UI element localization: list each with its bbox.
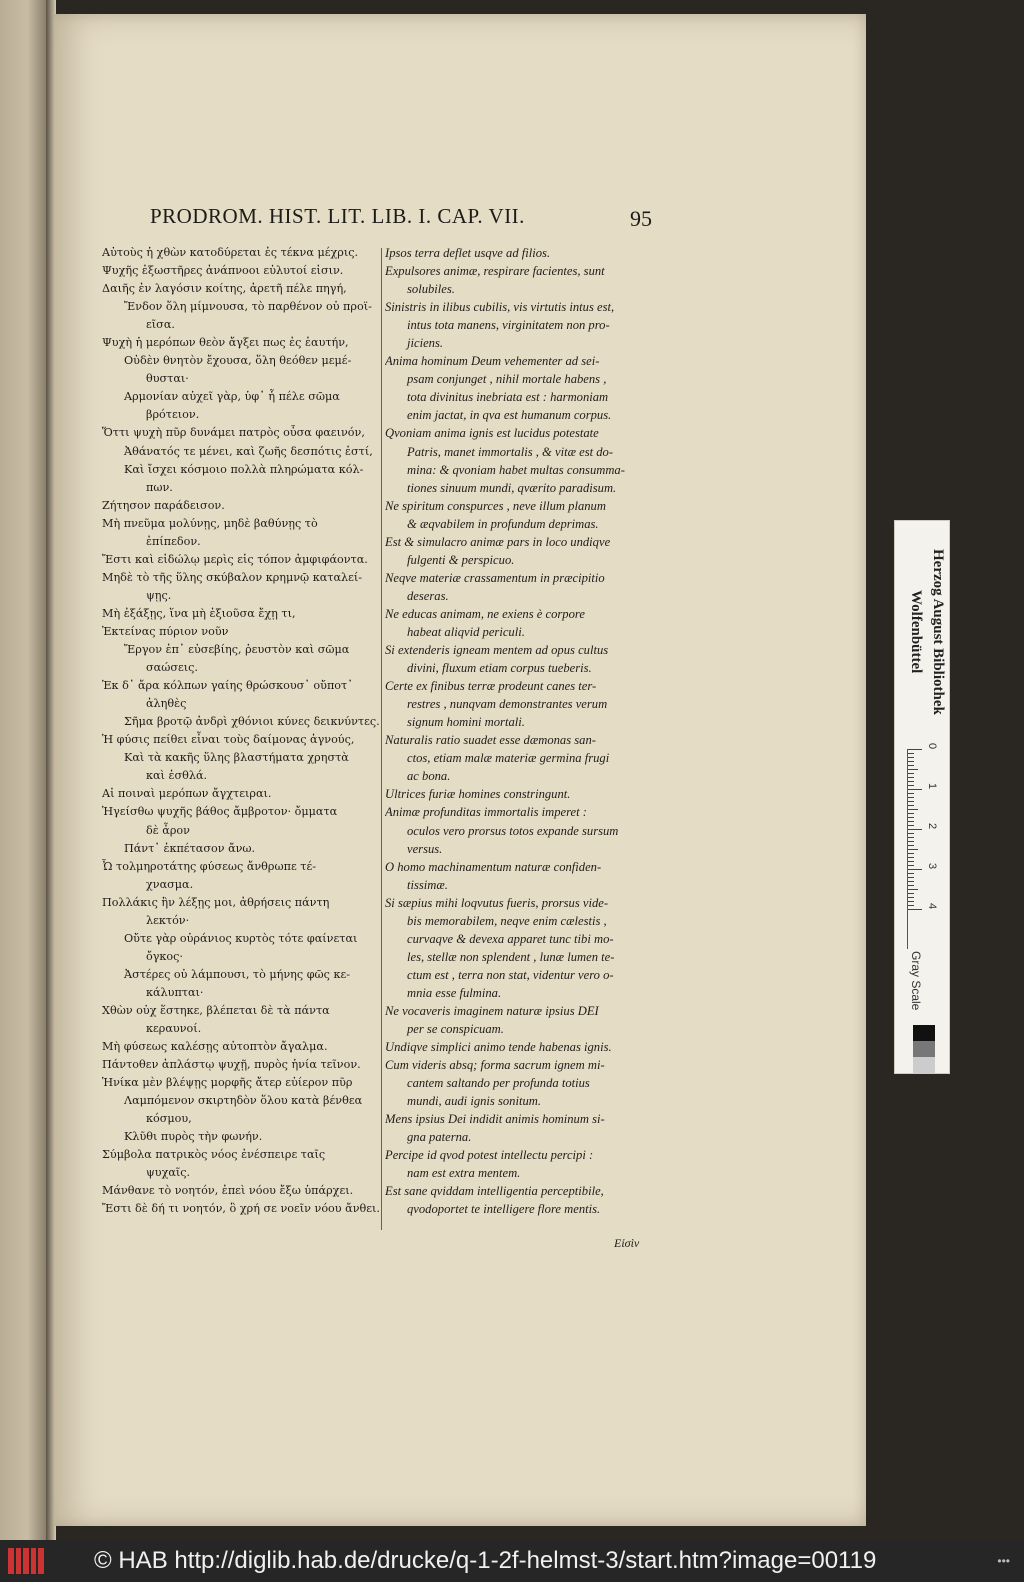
text-line: deseras. [407,588,449,603]
text-line: σαώσεις. [146,661,198,675]
text-line: Ne educas animam, ne exiens è corpore [385,606,585,621]
text-line: Naturalis ratio suadet esse dæmonas san- [385,733,596,748]
text-line: Ἔργον ἐπ᾽ εὐσεβίης, ῥευστὸν καὶ σῶμα [124,643,350,657]
text-line: καὶ ἐσθλά. [146,769,208,783]
ruler-tick [908,889,918,890]
ruler-tick [908,753,914,754]
text-line: fulgenti & perspicuo. [407,552,515,567]
text-line: πων. [146,480,173,494]
text-line: ctum est , terra non stat, videntur vero o- [407,967,614,982]
footer-url-text[interactable]: © HAB http://diglib.hab.de/drucke/q-1-2f-helmst-3/start.htm?image=00119 [94,1547,877,1574]
ruler-tick [908,849,918,850]
text-line: Μὴ πνεῦμα μολύνῃς, μηδὲ βαθύνῃς τὸ [102,516,318,530]
text-line: divini, fluxum etiam corpus tueberis. [407,661,592,676]
text-line: Ultrices furiæ homines constringunt. [385,787,571,802]
ruler-tick [908,869,922,870]
ruler-tick [908,773,914,774]
text-line: Ne vocaveris imaginem naturæ ipsius DEI [385,1003,599,1018]
text-line: ἀληθὲς [146,697,187,711]
text-line: Πολλάκις ἢν λέξῃς μοι, ἀθρήσεις πάντη [102,895,330,909]
text-line: Ἔνδον ὅλη μίμνουσα, τὸ παρθένον οὐ προϊ- [124,300,372,314]
text-line: ctos, etiam malæ materiæ germina frugi [407,751,610,766]
text-line: versus. [407,841,443,856]
text-line: mnia esse fulmina. [407,985,502,1000]
text-line: Est & simulacro animæ pars in loco undiqve [385,534,611,549]
text-line: Ἡνίκα μὲν βλέψῃς μορφῆς ἄτερ εὐίερον πῦρ [102,1076,353,1090]
ruler-tick [908,809,918,810]
text-line: mina: & qvoniam habet multas consumma- [407,462,625,477]
text-line: Μηδὲ τὸ τῆς ὕλης σκύβαλον κρημνῷ καταλεί- [102,570,363,584]
ruler-tick [908,861,914,862]
text-line: jiciens. [407,336,444,351]
text-line: Sinistris in ilibus cubilis, vis virtutis intus est, [385,300,615,315]
previous-page-edge [0,0,46,1540]
ruler-tick [908,797,914,798]
text-line: Μάνθανε τὸ νοητόν, ἐπεὶ νόου ἔξω ὑπάρχει. [102,1184,354,1198]
ruler-tick [908,901,914,902]
text-line: tiones sinuum mundi, qværito paradisum. [407,480,617,495]
ruler-tick [908,881,914,882]
hab-logo-icon [8,1548,44,1574]
ruler-tick-label: 0 [926,743,938,750]
text-line: Πάντοθεν ἀπλάστῳ ψυχῇ, πυρὸς ἡνία τεῖνον. [102,1058,361,1072]
ruler-title [895,521,949,721]
text-line: Certe ex finibus terræ prodeunt canes ter- [385,679,597,694]
ruler-tick-label: 1 [926,783,938,790]
running-title: PRODROM. HIST. LIT. LIB. I. CAP. VII. [150,204,525,228]
text-line: tissimæ. [407,877,448,892]
text-line: Ὅττι ψυχὴ πῦρ δυνάμει πατρὸς οὖσα φαεινόν, [102,426,365,440]
gray-swatch [913,1057,935,1073]
ruler-tick [908,765,914,766]
footer-bar [0,1540,1024,1582]
ruler-tick [908,821,914,822]
ruler-title-line2: Wolfenbüttel [908,590,924,674]
text-line: ἐπίπεδον. [146,534,201,548]
text-line: signum homini mortali. [407,715,525,730]
text-line: Est sane qviddam intelligentia perceptibile, [385,1184,604,1199]
text-line: Πάντ᾽ ἐκπέτασον ἄνω. [124,841,256,855]
text-line: Undiqve simplici animo tende habenas ignis. [385,1040,612,1055]
ruler-tick [908,893,914,894]
text-line: Percipe id qvod potest intellectu percipi : [385,1148,594,1163]
text-line: Ἔστι δὲ δή τι νοητόν, ὃ χρή σε νοεῖν νόου ἄνθει. [102,1202,380,1216]
ruler-tick-label: 3 [926,863,938,870]
latin-column [385,244,649,1219]
ruler-tick [908,793,914,794]
ruler-tick [908,833,914,834]
ruler-tick [908,845,914,846]
text-line: Ψυχῆς ἐξωστῆρες ἀνάπνοοι εὐλυτοί εἰσιν. [102,264,344,278]
text-line: χνασμα. [146,877,194,891]
text-line: Ζήτησον παράδεισον. [102,498,225,512]
text-line: O homo machinamentum naturæ confiden- [385,859,602,874]
text-line: Si sæpius mihi loqvutus fueris, prorsus vide- [385,895,609,910]
ruler-tick [908,885,914,886]
ruler-tick [908,857,914,858]
book-page [54,14,866,1526]
ruler-tick [908,909,922,910]
ruler-tick-label: 2 [926,823,938,830]
gray-swatch [913,1041,935,1057]
ruler-tick [908,897,914,898]
text-line: curvaqve & devexa apparet tunc tibi mo- [407,931,614,946]
text-line: Αὐτοὺς ἡ χθὼν κατοδύρεται ἐς τέκνα μέχρις. [102,246,359,259]
text-line: κόσμου, [146,1112,192,1126]
text-line: εῖσα. [146,318,175,332]
text-line: Ἐκτείνας πύριον νοῦν [102,624,229,638]
text-line: Mens ipsius Dei indidit animis hominum si- [385,1112,605,1127]
ruler-tick-label: 4 [926,903,938,910]
text-line: κεραυνοί. [146,1022,202,1036]
text-line: oculos vero prorsus totos expande sursum [407,823,619,838]
color-ruler [894,520,950,1074]
catchword: Εἰσὶν [614,1236,640,1250]
ruler-tick [908,865,914,866]
column-rule [381,248,382,1230]
text-line: δὲ ἆρον [146,823,190,837]
ruler-title-line1: Herzog August Bibliothek [930,549,946,715]
text-line: ψυχαῖς. [146,1166,191,1180]
text-line: Ἡ φύσις πείθει εἶναι τοὺς δαίμονας ἁγνούς, [102,733,355,747]
ruler-tick [908,777,914,778]
text-line: Οὐδὲν θνητὸν ἔχουσα, ὅλη θεόθεν μεμέ- [124,354,352,368]
ruler-tick [908,837,914,838]
ruler-tick [908,785,914,786]
text-line: λεκτόν· [146,913,190,927]
text-line: Ipsos terra deflet usqve ad filios. [385,246,551,260]
text-line: Σύμβολα πατρικὸς νόος ἐνέσπειρε ταῖς [102,1148,326,1162]
text-line: Μὴ ἐξάξῃς, ἵνα μὴ ἐξιοῦσα ἔχῃ τι, [102,606,296,620]
text-line: Κλῦθι πυρὸς τὴν φωνήν. [124,1130,263,1144]
text-line: Patris, manet immortalis , & vitæ est do- [407,444,614,459]
text-line: Σῆμα βροτῷ ἀνδρὶ χθόνιοι κύνες δεικνύντες. [124,715,380,729]
text-line: Αἱ ποιναὶ μερόπων ἄγχτειραι. [102,787,272,801]
text-line: cantem saltando per profunda totius [407,1076,590,1091]
text-line: habeat aliqvid periculi. [407,624,525,639]
text-line: Si extenderis igneam mentem ad opus cultus [385,643,609,658]
text-line: κάλυπται· [146,985,204,999]
ruler-tick [908,825,914,826]
ruler-scale [907,743,938,949]
page-number: 95 [630,206,652,231]
text-line: Neqve materiæ crassamentum in præcipitio [385,570,605,585]
text-line: psam conjunget , nihil mortale habens , [407,372,607,387]
text-line: Anima hominum Deum vehementer ad sei- [385,354,600,369]
ruler-tick [908,829,922,830]
footer-dots: ••• [997,1554,1010,1568]
ruler-tick [908,805,914,806]
text-line: Δαιῆς ἐν λαγόσιν κοίτης, ἀρετῆ πέλε πηγή, [102,282,347,296]
text-line: gna paterna. [407,1130,472,1145]
text-line: Ἀστέρες οὐ λάμπουσι, τὸ μήνης φῶς κε- [124,967,351,981]
text-line: Οὔτε γὰρ οὐράνιος κυρτὸς τότε φαίνεται [124,931,358,945]
text-line: Ἀθάνατός τε μένει, καὶ ζωῆς δεσπότις ἐστί, [124,444,373,458]
text-line: Ne spiritum conspurces , neve illum planum [385,498,606,513]
text-line: Αρμονίαν αὐχεῖ γὰρ, ὑφ᾽ ἧ πέλε σῶμα [124,390,340,404]
text-line: intus tota manens, virginitatem non pro- [407,318,610,333]
text-line: θυσται· [146,372,189,386]
text-line: ψῃς. [146,588,172,602]
text-line: Ἐκ δ᾽ ἄρα κόλπων γαίης θρώσκουσ᾽ οὔποτ᾽ [102,679,353,693]
text-line: Μὴ φύσεως καλέσῃς αὐτοπτὸν ἄγαλμα. [102,1040,328,1054]
text-line: les, stellæ non splendent , lunæ lumen te- [407,949,615,964]
ruler-tick [908,749,922,750]
ruler-tick [908,853,914,854]
text-line: ac bona. [407,769,451,784]
ruler-tick [908,877,914,878]
text-line: Cum videris absq; forma sacrum ignem mi- [385,1058,605,1073]
text-line: Καὶ ἴσχει κόσμοιο πολλὰ πληρώματα κόλ- [124,462,364,476]
ruler-tick [908,813,914,814]
text-line: βρότειον. [146,408,200,422]
gray-swatch [913,1025,935,1041]
ruler-tick [908,841,914,842]
text-line: enim jactat, in qva est humanum corpus. [407,408,612,423]
ruler-tick [908,757,914,758]
text-line: Χθὼν οὐχ ἕστηκε, βλέπεται δὲ τὰ πάντα [102,1003,330,1017]
ruler-tick [908,769,918,770]
text-line: Qvoniam anima ignis est lucidus potestate [385,426,599,441]
text-line: & æqvabilem in profundum deprimas. [407,516,599,531]
text-line: tota divinitus inebriata est : harmoniam [407,390,609,405]
text-line: Ὦ τολμηροτάτης φύσεως ἄνθρωπε τέ- [102,859,317,873]
text-line: Ἡγείσθω ψυχῆς βάθος ἄμβροτον· ὄμματα [102,805,338,819]
text-line: Animæ profunditas immortalis imperet : [385,805,587,820]
ruler-tick [908,905,914,906]
text-line: Expulsores animæ, respirare facientes, sunt [385,264,605,279]
ruler-tick [908,801,914,802]
ruler-tick [908,873,914,874]
greek-column [102,244,380,1219]
text-line: bis memorabilem, neqve enim cælestis , [407,913,607,928]
text-line: qvodoportet te intelligere flore mentis. [407,1202,601,1217]
gray-scale-label: Gray Scale [909,951,923,1011]
text-line: per se conspicuam. [407,1022,504,1037]
ruler-tick [908,789,922,790]
text-line: Ψυχὴ ἡ μερόπων θεὸν ἄγξει πως ἐς ἑαυτήν, [102,336,349,350]
text-line: Λαμπόμενον σκιρτηδὸν ὅλου κατὰ βένθεα [124,1094,363,1108]
ruler-tick [908,781,914,782]
text-line: solubiles. [407,282,455,297]
text-line: restres , nunqvam demonstrantes verum [407,697,608,712]
text-line: Καὶ τὰ κακῆς ὕλης βλαστήματα χρηστὰ [124,751,349,765]
ruler-tick [908,761,914,762]
text-line: mundi, audi ignis sonitum. [407,1094,541,1109]
text-line: nam est extra mentem. [407,1166,521,1181]
text-line: ὄγκος· [146,949,183,963]
text-line: Ἔστι καὶ εἰδώλῳ μερὶς εἰς τόπον ἀμφιφάοντα. [102,552,368,566]
ruler-tick [908,817,914,818]
